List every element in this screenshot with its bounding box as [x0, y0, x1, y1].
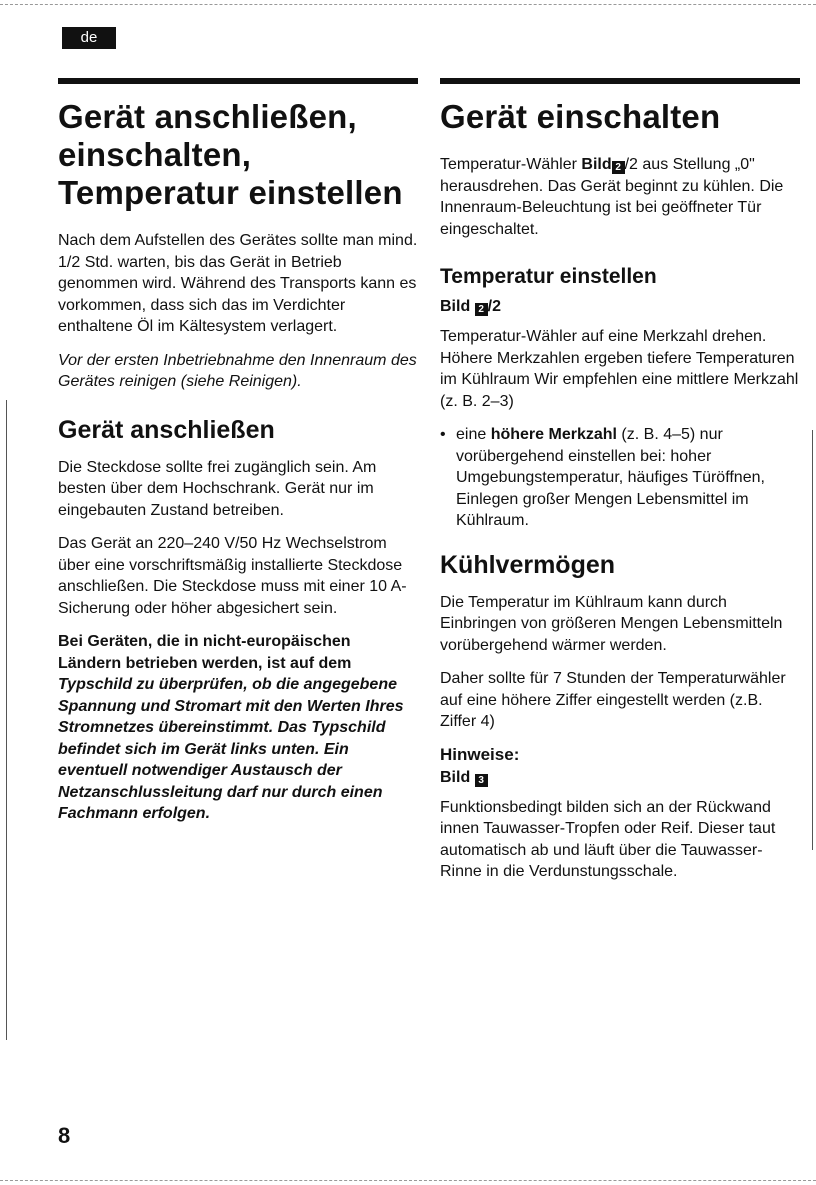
intro-paragraph: Nach dem Aufstellen des Gerätes sollte man mind. 1/2 Std. warten, bis das Gerät in Betrieb genommen wird. Während des Transports kann es vorkommen, dass sich das im Verdichter enthaltene Öl im Kältesystem verlagert.: [58, 232, 418, 335]
bullet-item: • eine höhere Merkzahl (z. B. 4–5) nur vorübergehend einstellen bei: hoher Umgebungstemperatur, häufiges Türöffnen, Einlegen großer Mengen Lebensmittel im Kühlraum.: [440, 426, 765, 529]
left-margin-mark: [6, 400, 7, 1040]
capacity-paragraph: Die Temperatur im Kühlraum kann durch Einbringen von größeren Mengen Lebensmitteln vorübergehend wärmer werden.: [440, 593, 783, 654]
connect-heading: Gerät anschließen: [58, 415, 275, 444]
switch-on-title: Gerät einschalten: [440, 98, 721, 135]
figure-reference: Bild 2 /2: [440, 298, 502, 315]
capacity-heading: Kühlvermögen: [440, 550, 616, 579]
defrost-paragraph: Funktionsbedingt bilden sich an der Rückwand innen Tauwasser-Tropfen oder Reif. Dieser taut automatisch ab und läuft über die Tauwasser-Rinne in die Verdunstungsschale.: [440, 798, 776, 880]
temp-heading: Temperatur einstellen: [440, 265, 657, 288]
figure-badge: 2: [612, 161, 625, 174]
right-column: [440, 78, 800, 895]
language-tab: de: [62, 27, 116, 49]
bottom-edge-rule: [0, 1180, 816, 1181]
section-rule: [440, 78, 800, 84]
section-rule: [58, 78, 418, 84]
right-margin-mark: [812, 430, 813, 850]
power-paragraph: Das Gerät an 220–240 V/50 Hz Wechselstrom über eine vorschriftsmäßig installierte Steckdose anschließen. Die Steckdose muss mit einer 10 A-Sicherung oder höher abgesichert sein.: [58, 535, 407, 617]
warning-text-b: Typschild zu überprüfen, ob die angegebene Spannung und Stromart mit den Werten Ihres Stromnetzes übereinstimmt. Das Typschild befindet sich im Gerät links unten. Ein eventuell notwendiger Austausch der Netzanschlussleitung darf nur durch einen Fachmann erfolgen.: [58, 676, 404, 822]
figure-badge: 2: [475, 303, 488, 316]
warning-text-a: Bei Geräten, die in nicht-europäischen Ländern betrieben werden, ist auf dem: [58, 633, 352, 672]
left-column: [58, 78, 418, 837]
socket-paragraph: Die Steckdose sollte frei zugänglich sein. Am besten über dem Hochschrank. Gerät nur im eingebauten Zustand betreiben.: [58, 458, 377, 519]
capacity-advice: Daher sollte für 7 Stunden der Temperaturwähler auf eine höhere Ziffer eingestellt werden (z.B. Ziffer 4): [440, 670, 786, 730]
figure-reference-3: Bild 3: [440, 769, 800, 787]
warning-paragraph: [58, 631, 418, 825]
temp-paragraph: Temperatur-Wähler auf eine Merkzahl drehen. Höhere Merkzahlen ergeben tiefere Temperaturen im Kühlraum Wir empfehlen eine mittlere Merkzahl (z. B. 2–3): [440, 328, 799, 410]
bullet-icon: •: [440, 426, 446, 443]
cleaning-note: Vor der ersten Inbetriebnahme den Innenraum des Gerätes reinigen (siehe Reinigen).: [58, 351, 417, 390]
notes-label: Hinweise:: [440, 744, 520, 764]
switch-on-paragraph: Temperatur-Wähler Bild 2 /2 aus Stellung „0" herausdrehen. Das Gerät beginnt zu kühlen. Die Innenraum-Beleuchtung ist bei geöffneter Tür eingeschaltet.: [440, 156, 784, 238]
section-title: Gerät anschließen, einschalten, Temperatur einstellen: [58, 98, 403, 211]
figure-badge: 3: [475, 774, 488, 787]
top-edge-rule: [0, 4, 816, 5]
page-number: 8: [58, 1123, 71, 1148]
